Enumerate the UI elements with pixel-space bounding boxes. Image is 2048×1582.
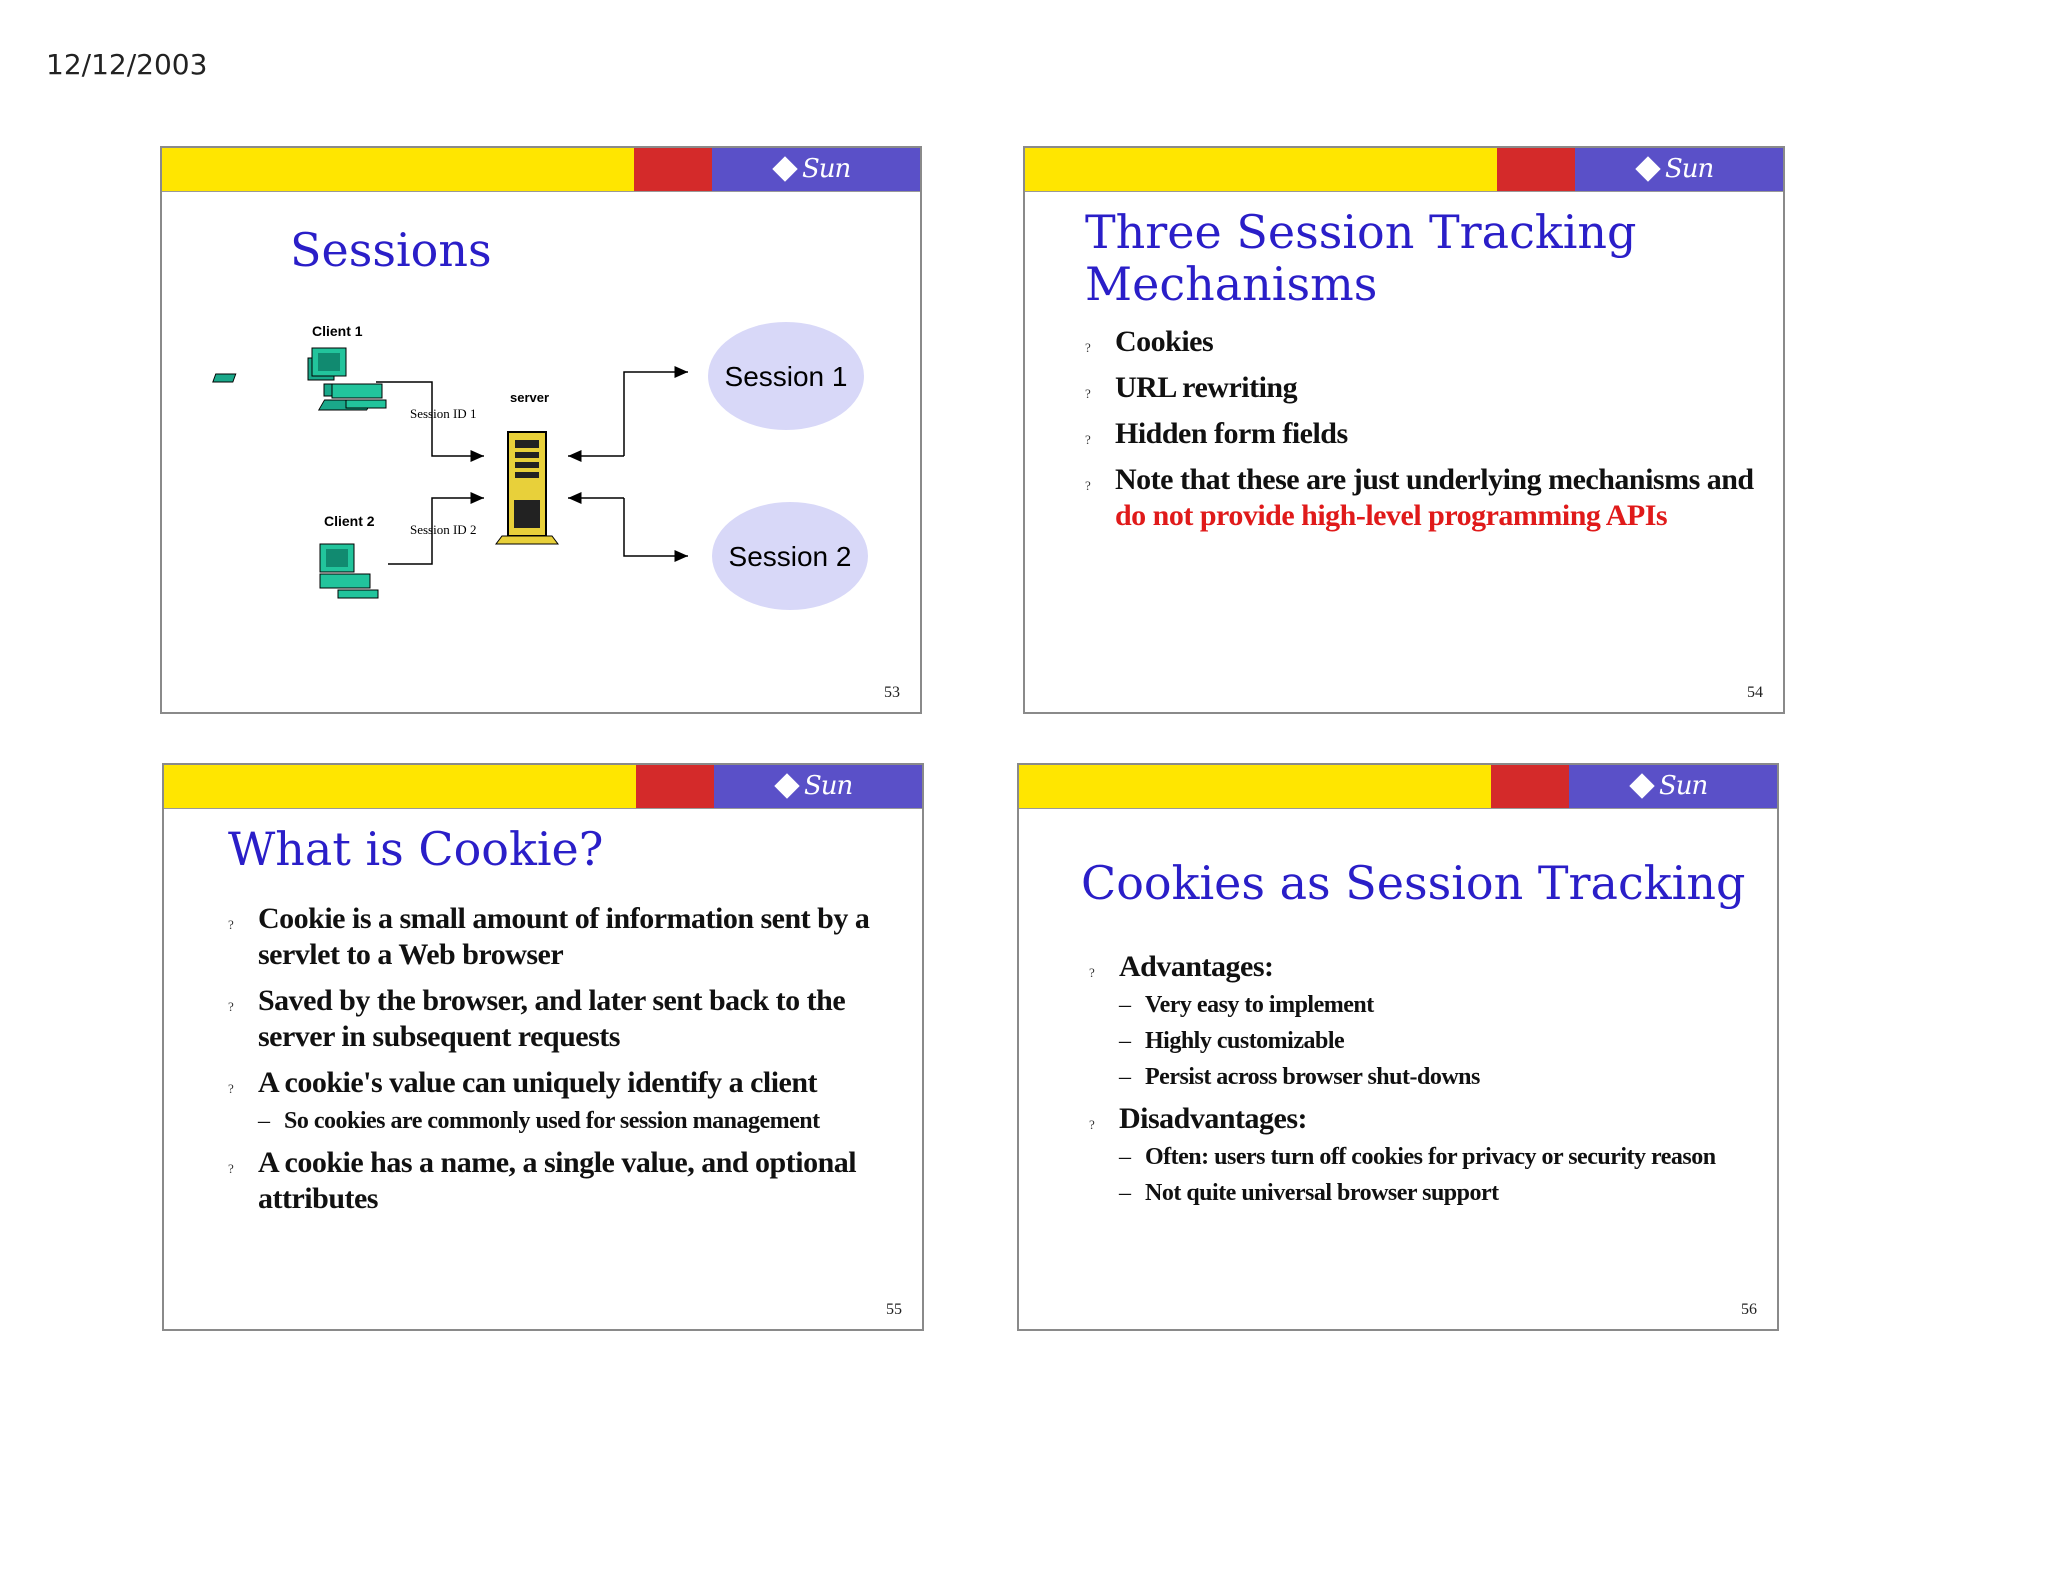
page-number: 53 bbox=[884, 684, 900, 701]
client2-label: Client 2 bbox=[324, 513, 375, 529]
bullet-icon: ? bbox=[1085, 386, 1091, 401]
list-item: ? Hidden form fields bbox=[1085, 416, 1765, 452]
disadvantages-list bbox=[1119, 1143, 1749, 1207]
list-item: ? Disadvantages: – Often: users turn off cookies for privacy or security reason – Not quite universal browser support bbox=[1089, 1101, 1749, 1207]
server-icon bbox=[496, 432, 558, 544]
slide-title: Three Session Tracking Mechanisms bbox=[1085, 205, 1637, 311]
session-diagram bbox=[162, 148, 922, 714]
sub-list-item: – Often: users turn off cookies for privacy or security reason bbox=[1119, 1144, 1716, 1170]
bullet-list bbox=[1089, 949, 1749, 1217]
sun-diamond-icon bbox=[774, 773, 799, 798]
sub-list-item: – Not quite universal browser support bbox=[1119, 1180, 1499, 1206]
slide-54 bbox=[1023, 146, 1785, 714]
bullet-icon: ? bbox=[228, 917, 234, 932]
bullet-list bbox=[228, 901, 898, 1227]
sub-list-item: – Very easy to implement bbox=[1119, 992, 1374, 1018]
sun-logo: Sun bbox=[778, 769, 852, 803]
slide-56 bbox=[1017, 763, 1779, 1331]
sub-list-item: – Persist across browser shut-downs bbox=[1119, 1064, 1480, 1090]
sun-logo: Sun bbox=[1639, 152, 1713, 186]
session2-label: Session 2 bbox=[728, 541, 852, 572]
session1-label: Session 1 bbox=[724, 361, 848, 392]
slide-header-bar bbox=[1019, 765, 1777, 809]
list-item: ? URL rewriting bbox=[1085, 370, 1765, 406]
session-id1-label: Session ID 1 bbox=[410, 406, 477, 421]
list-item: ? Advantages: – Very easy to implement – Highly customizable – Persist across browser shut-downs bbox=[1089, 949, 1749, 1091]
document-date: 12/12/2003 bbox=[46, 48, 208, 81]
sun-logo: Sun bbox=[776, 152, 850, 186]
list-item: ? A cookie's value can uniquely identify a client – So cookies are commonly used for session management bbox=[228, 1065, 898, 1135]
bullet-icon: ? bbox=[1085, 478, 1091, 493]
bullet-icon: ? bbox=[228, 999, 234, 1014]
bullet-icon: ? bbox=[1085, 432, 1091, 447]
sun-logo: Sun bbox=[1633, 769, 1707, 803]
sub-list-item: – So cookies are commonly used for session management bbox=[258, 1108, 820, 1134]
sun-diamond-icon bbox=[1629, 773, 1654, 798]
bullet-icon: ? bbox=[228, 1161, 234, 1176]
sun-diamond-icon bbox=[1635, 156, 1660, 181]
client1-computer-icon bbox=[213, 348, 386, 410]
page-number: 54 bbox=[1747, 684, 1763, 701]
slide-header-bar bbox=[164, 765, 922, 809]
bullet-icon: ? bbox=[1089, 1117, 1095, 1132]
bullet-icon: ? bbox=[1089, 965, 1095, 980]
bullet-icon: ? bbox=[1085, 340, 1091, 355]
page-number: 56 bbox=[1741, 1301, 1757, 1318]
server-label: server bbox=[510, 390, 550, 405]
slide-title: Sessions bbox=[290, 223, 492, 277]
slide-53 bbox=[160, 146, 922, 714]
slide-title: What is Cookie? bbox=[228, 822, 604, 876]
bullet-icon: ? bbox=[228, 1081, 234, 1096]
page-number: 55 bbox=[886, 1301, 902, 1318]
client1-label: Client 1 bbox=[312, 323, 363, 339]
session-id2-label: Session ID 2 bbox=[410, 522, 477, 537]
list-item: ? Note that these are just underlying mechanisms and do not provide high-level programming APIs bbox=[1085, 463, 1754, 532]
advantages-list bbox=[1119, 991, 1749, 1091]
sub-list-item: – Highly customizable bbox=[1119, 1028, 1345, 1054]
list-item: ? A cookie has a name, a single value, and optional attributes bbox=[228, 1146, 857, 1215]
list-item: ? Saved by the browser, and later sent back to the server in subsequent requests bbox=[228, 984, 846, 1053]
slide-title: Cookies as Session Tracking bbox=[1081, 856, 1746, 910]
slide-header-bar bbox=[1025, 148, 1783, 192]
client2-computer-icon bbox=[320, 544, 378, 598]
sub-list bbox=[258, 1107, 898, 1135]
bullet-list bbox=[1085, 324, 1765, 544]
list-item: ? Cookies bbox=[1085, 324, 1765, 360]
list-item: ? Cookie is a small amount of information sent by a servlet to a Web browser bbox=[228, 902, 870, 971]
slide-55 bbox=[162, 763, 924, 1331]
